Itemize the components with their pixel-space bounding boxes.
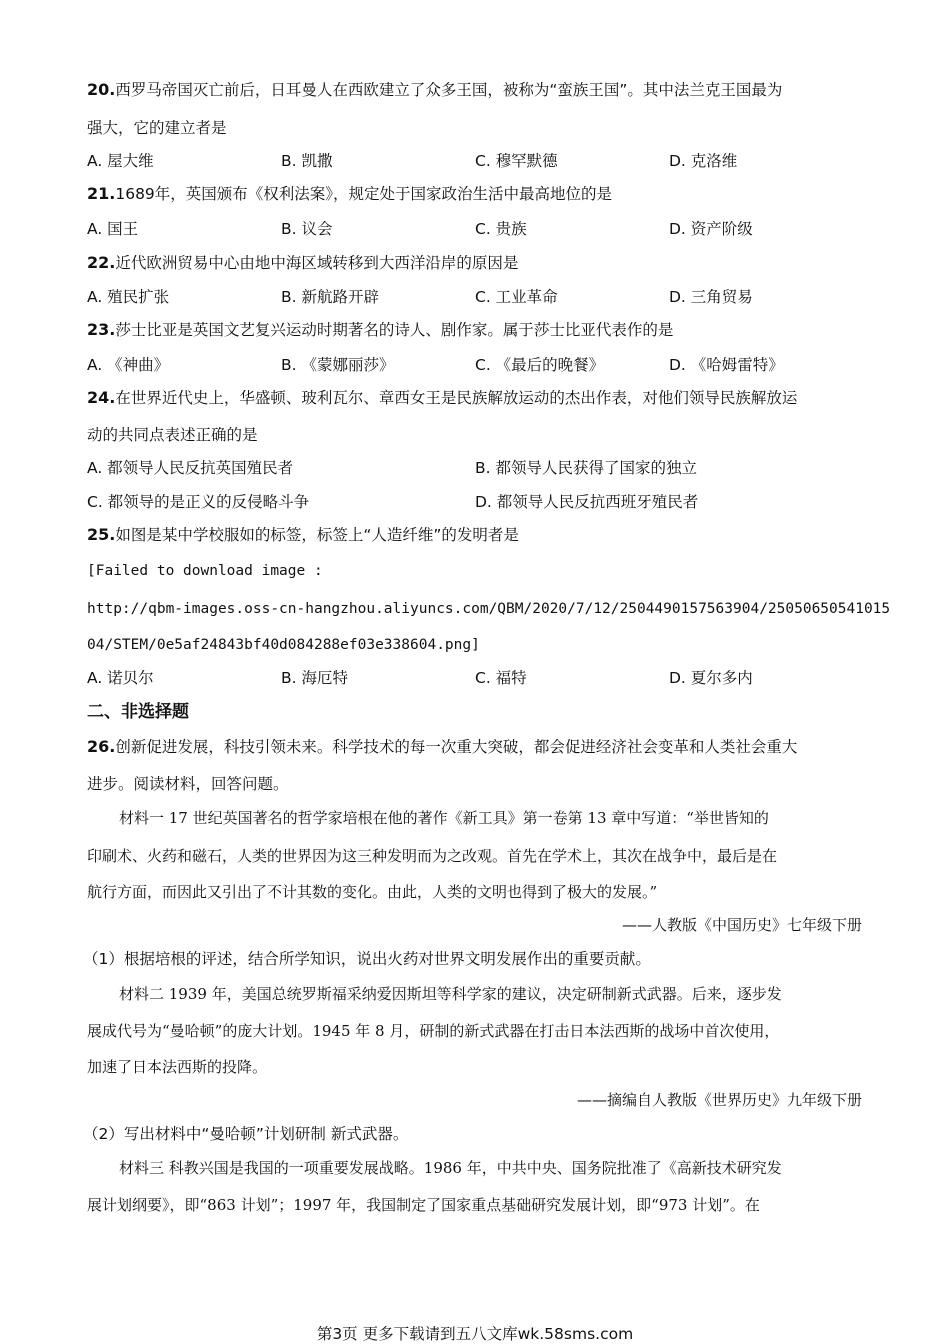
option-d: D. 克洛维 — [669, 152, 738, 170]
option-d: D. 都领导人民反抗西班牙殖民者 — [475, 493, 699, 511]
question-number: 26. — [87, 737, 116, 756]
question-26-intro-1 — [87, 737, 797, 757]
option-b: B. 都领导人民获得了国家的独立 — [475, 459, 697, 477]
question-24-line-1 — [87, 388, 797, 408]
question-number: 24. — [87, 388, 116, 407]
material-2-source: ——摘编自人教版《世界历史》九年级下册 — [576, 1091, 862, 1109]
failed-image-line-1: [Failed to download image : — [87, 563, 323, 579]
failed-image-line-3: 04/STEM/0e5af24843bf40d084288ef03e338604.png] — [87, 637, 480, 653]
section-heading: 二、非选择题 — [87, 702, 189, 722]
option-a: A. 屋大维 — [87, 152, 154, 170]
question-20-line-1 — [87, 80, 782, 100]
option-d: D. 《哈姆雷特》 — [669, 356, 784, 374]
option-c: C. 贵族 — [475, 220, 527, 238]
material-1-source: ——人教版《中国历史》七年级下册 — [621, 916, 862, 934]
question-number: 25. — [87, 525, 116, 544]
question-text: 在世界近代史上，华盛顿、玻利瓦尔、章西女王是民族解放运动的杰出作表，对他们领导民族解放运 — [115, 389, 798, 407]
material-2-line-1: 材料二 1939 年，美国总统罗斯福采纳爱因斯坦等科学家的建议，决定研制新式武器。后来，逐步发 — [119, 985, 782, 1003]
question-text: 莎士比亚是英国文艺复兴运动时期著名的诗人、剧作家。属于莎士比亚代表作的是 — [115, 321, 674, 339]
material-1-line-1: 材料一 17 世纪英国著名的哲学家培根在他的著作《新工具》第一卷第 13 章中写道：“举世皆知的 — [119, 809, 769, 827]
option-b: B. 《蒙娜丽莎》 — [281, 356, 395, 374]
option-c: C. 工业革命 — [475, 288, 558, 306]
option-a: A. 诺贝尔 — [87, 669, 154, 687]
question-text: 近代欧洲贸易中心由地中海区域转移到大西洋沿岸的原因是 — [115, 254, 519, 272]
option-a: A. 《神曲》 — [87, 356, 170, 374]
option-c: C. 福特 — [475, 669, 527, 687]
failed-image-url: http://qbm-images.oss-cn-hangzhou.aliyuncs.com/QBM/2020/7/12/2504490157563904/25050650541015 — [87, 601, 891, 617]
question-number: 23. — [87, 320, 116, 339]
material-3-line-2: 展计划纲要》，即“863 计划”；1997 年，我国制定了国家重点基础研究发展计划，即“973 计划”。在 — [87, 1196, 760, 1214]
question-number: 22. — [87, 253, 116, 272]
option-d: D. 资产阶级 — [669, 220, 753, 238]
option-d: D. 夏尔多内 — [669, 669, 753, 687]
option-c: C. 《最后的晚餐》 — [475, 356, 605, 374]
option-b: B. 海厄特 — [281, 669, 348, 687]
question-text: 1689年，英国颁布《权利法案》，规定处于国家政治生活中最高地位的是 — [115, 185, 613, 203]
material-1-line-3: 航行方面，而因此又引出了不计其数的变化。由此，人类的文明也得到了极大的发展。” — [87, 883, 658, 901]
question-20-line-2: 强大，它的建立者是 — [87, 119, 227, 137]
question-text: 创新促进发展，科技引领未来。科学技术的每一次重大突破，都会促进经济社会变革和人类社会重大 — [115, 738, 798, 756]
question-21 — [87, 184, 612, 204]
question-22 — [87, 253, 518, 273]
option-b: B. 议会 — [281, 220, 333, 238]
question-text: 如图是某中学校服如的标签，标签上“人造纤维”的发明者是 — [115, 526, 519, 544]
option-c: C. 都领导的是正义的反侵略斗争 — [87, 493, 310, 511]
option-c: C. 穆罕默德 — [475, 152, 558, 170]
question-number: 21. — [87, 184, 116, 203]
option-b: B. 新航路开辟 — [281, 288, 379, 306]
question-26-intro-2: 进步。阅读材料，回答问题。 — [87, 775, 289, 793]
option-d: D. 三角贸易 — [669, 288, 753, 306]
material-2-line-2: 展成代号为“曼哈顿”的庞大计划。1945 年 8 月，研制的新式武器在打击日本法西斯的战场中首次使用， — [87, 1022, 780, 1040]
question-number: 20. — [87, 80, 116, 99]
option-b: B. 凯撒 — [281, 152, 333, 170]
option-a: A. 殖民扩张 — [87, 288, 170, 306]
option-a: A. 都领导人民反抗英国殖民者 — [87, 459, 294, 477]
question-24-line-2: 动的共同点表述正确的是 — [87, 426, 258, 444]
option-a: A. 国王 — [87, 220, 139, 238]
question-25 — [87, 525, 519, 545]
material-3-line-1: 材料三 科教兴国是我国的一项重要发展战略。1986 年，中共中央、国务院批准了《高新技术研究发 — [119, 1159, 782, 1177]
sub-question-1: （1）根据培根的评述，结合所学知识，说出火药对世界文明发展作出的重要贡献。 — [83, 950, 651, 968]
question-23 — [87, 320, 673, 340]
material-1-line-2: 印刷术、火药和磁石，人类的世界因为这三种发明而为之改观。首先在学术上，其次在战争中，最后是在 — [87, 847, 778, 865]
page-footer: 第3页 更多下载请到五八文库wk.58sms.com — [316, 1325, 634, 1343]
question-text: 西罗马帝国灭亡前后，日耳曼人在西欧建立了众多王国，被称为“蛮族王国”。其中法兰克王国最为 — [115, 81, 783, 99]
sub-question-2: （2）写出材料中“曼哈顿”计划研制 新式武器。 — [83, 1125, 409, 1143]
material-2-line-3: 加速了日本法西斯的投降。 — [87, 1058, 268, 1076]
